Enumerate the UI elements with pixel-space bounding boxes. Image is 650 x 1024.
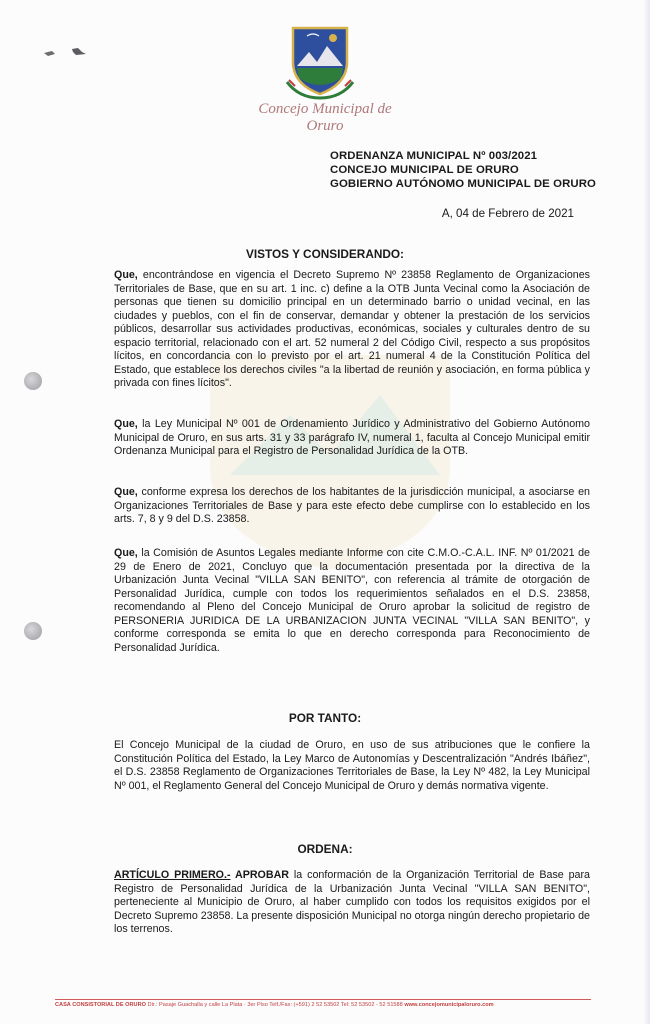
scan-edge-shadow — [642, 0, 650, 1024]
considerando-paragraph — [114, 486, 590, 527]
footer-contact: Dir.: Pasaje Guachalla y calle La Plata · 3er Piso Telf./Fax: (+591) 2 52 53502 Tel: 52 53502 - 52 51588 — [145, 1002, 405, 1008]
footer-address — [55, 1002, 591, 1008]
footer-institution: CASA CONSISTORIAL DE ORURO — [55, 1002, 146, 1008]
paragraph-text: conforme expresa los derechos de los habitantes de la jurisdicción municipal, a asociarse en Organizaciones Territoriales de Base y para este efecto debe cumplirse con lo establecido en los arts. 7, 8 y 9 del D.S. 23858. — [114, 486, 590, 525]
article-text: la conformación de la Organización Territorial de Base para Registro de Personalidad Jurídica de la Urbanización Junta Vecinal "VILLA SAN BENITO", perteneciente al Municipio de Oruro, al haber cumplido con todos los requisitos exigidos por el Decreto Supremo 23858. La presente disposición Municipal no otorga ningún derecho propietario de los terrenos. — [114, 869, 591, 935]
scan-marks-icon — [42, 46, 90, 58]
section-heading-ordena: ORDENA: — [297, 842, 353, 856]
paragraph-text: la Ley Municipal Nº 001 de Ordenamiento Jurídico y Administrativo del Gobierno Autónomo Municipal de Oruro, en sus arts. 31 y 33 parágrafo IV, numeral 1, faculta al Concejo Municipal emitir Ordenanza Municipal para el Registro de Personalidad Jurídica de la OTB. — [114, 418, 590, 457]
article-title: ARTÍCULO PRIMERO.- — [114, 869, 231, 881]
ordinance-header — [330, 149, 630, 191]
article-one-paragraph — [114, 869, 590, 937]
article-verb: APROBAR — [230, 869, 290, 881]
footer-divider — [55, 999, 591, 1000]
government-name: GOBIERNO AUTÓNOMO MUNICIPAL DE ORURO — [330, 178, 597, 190]
council-name: CONCEJO MUNICIPAL DE ORURO — [330, 164, 519, 176]
paragraph-text: encontrándose en vigencia el Decreto Supremo Nº 23858 Reglamento de Organizaciones Territoriales de Base, que en su art. 1 inc. c) define a la OTB Junta Vecinal como la Asociación de personas que tienen su domicilio principal en un determinado barrio o unidad vecinal, en las ciudades y pueblos, con el fin de conservar, demandar y obtener la prestación de los servicios públicos, desarrollar sus actividades productivas, económicas, sociales y culturales dentro de su espacio territorial, relacionado con el art. 52 numeral 2 del Código Civil, respecto a sus propósitos lícitos, en concordancia con lo previsto por el art. 21 numeral 4 de la Constitución Política del Estado, que establece los derechos civiles "a la libertad de reunión y asociación, en forma pública y privada con fines lícitos". — [114, 269, 590, 389]
punch-hole-icon — [24, 622, 42, 640]
paragraph-lead: Que, — [114, 269, 138, 281]
section-heading-vistos: VISTOS Y CONSIDERANDO: — [246, 247, 404, 261]
institution-wordmark: Concejo Municipal de Oruro — [258, 101, 392, 134]
municipal-coat-of-arms-icon — [283, 22, 357, 100]
considerando-paragraph — [114, 418, 590, 459]
paragraph-text: la Comisión de Asuntos Legales mediante Informe con cite C.M.O.-C.A.L. INF. Nº 01/2021 de 29 de Enero de 2021, Concluyo que la documentación presentada por la directiva de la Urbanización Junta Vecinal "VILLA SAN BENITO", con referencia al trámite de otorgación de Personalidad Jurídica, cumple con todos los requerimientos señalados en el D.S. 23858, recomendando al Pleno del Concejo Municipal de Oruro aprobar la solicitud de registro de PERSONERIA JURIDICA DE LA URBANIZACION JUNTA VECINAL "VILLA SAN BENITO", y conforme corresponda se emita lo que en derecho corresponda para Reconocimiento de Personalidad Jurídica. — [114, 547, 590, 654]
por-tanto-paragraph: El Concejo Municipal de la ciudad de Oruro, en uso de sus atribuciones que le confiere la Constitución Política del Estado, la Ley Marco de Autonomías y Descentralización "Andrés Ibáñez", el D.S. 23858 Reglamento de Organizaciones Territoriales de Base, la Ley Nº 482, la Ley Municipal Nº 001, el Reglamento General del Concejo Municipal de Oruro y demás normativa vigente. — [114, 739, 590, 792]
ordinance-number: ORDENANZA MUNICIPAL Nº 003/2021 — [330, 150, 538, 162]
considerando-paragraph — [114, 547, 590, 655]
paragraph-lead: Que, — [114, 547, 138, 559]
paragraph-lead: Que, — [114, 418, 138, 430]
considerando-paragraph — [114, 269, 590, 391]
paragraph-lead: Que, — [114, 486, 138, 498]
document-date: A, 04 de Febrero de 2021 — [441, 207, 574, 220]
punch-hole-icon — [24, 372, 42, 390]
footer-website-link[interactable]: www.concejomunicipaloruro.com — [404, 1002, 494, 1008]
section-heading-por-tanto: POR TANTO: — [288, 711, 362, 725]
